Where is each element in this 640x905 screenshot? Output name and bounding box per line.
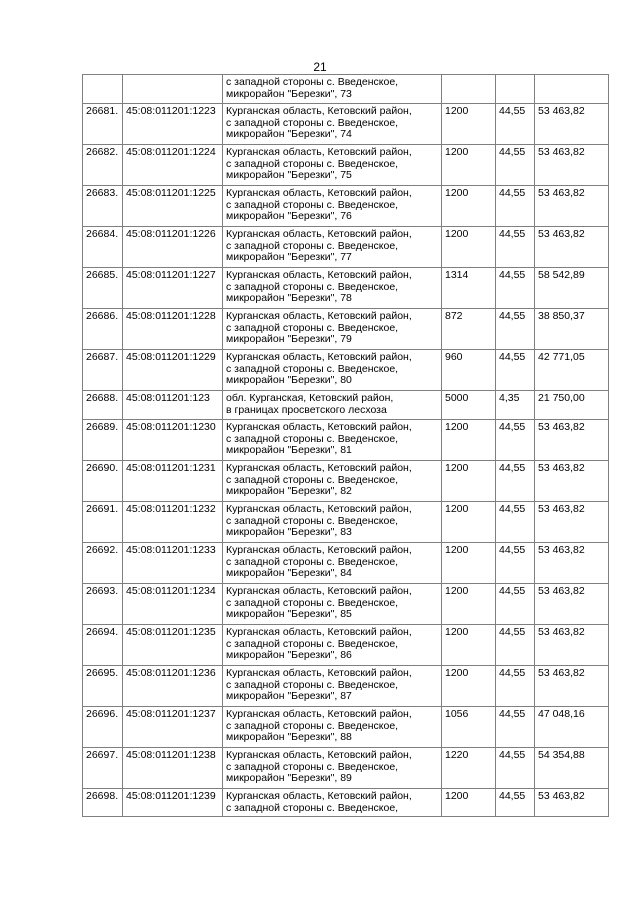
cadastral-number: 45:08:011201:1235 bbox=[123, 625, 223, 666]
cadastral-number: 45:08:011201:1223 bbox=[123, 104, 223, 145]
cadastral-number: 45:08:011201:1232 bbox=[123, 502, 223, 543]
price-rate bbox=[496, 75, 535, 104]
plot-address: Курганская область, Кетовский район, с западной стороны с. Введенское, микрорайон "Березки", 77 bbox=[223, 227, 442, 268]
price-rate: 44,55 bbox=[496, 543, 535, 584]
cadastral-value: 42 771,05 bbox=[535, 350, 609, 391]
plot-address: Курганская область, Кетовский район, с западной стороны с. Введенское, микрорайон "Березки", 83 bbox=[223, 502, 442, 543]
row-number: 26694. bbox=[83, 625, 123, 666]
plot-address: Курганская область, Кетовский район, с западной стороны с. Введенское, bbox=[223, 789, 442, 817]
table-row bbox=[83, 543, 609, 584]
cadastral-value bbox=[535, 75, 609, 104]
cadastral-number: 45:08:011201:1227 bbox=[123, 268, 223, 309]
plot-address: Курганская область, Кетовский район, с западной стороны с. Введенское, микрорайон "Березки", 82 bbox=[223, 461, 442, 502]
cadastral-value: 47 048,16 bbox=[535, 707, 609, 748]
plot-area: 1200 bbox=[442, 543, 496, 584]
price-rate: 44,55 bbox=[496, 707, 535, 748]
price-rate: 44,55 bbox=[496, 186, 535, 227]
row-number: 26686. bbox=[83, 309, 123, 350]
plot-area: 1200 bbox=[442, 186, 496, 227]
cadastral-value: 53 463,82 bbox=[535, 625, 609, 666]
table-row bbox=[83, 350, 609, 391]
table-row bbox=[83, 789, 609, 817]
cadastral-number: 45:08:011201:123 bbox=[123, 391, 223, 420]
row-number: 26697. bbox=[83, 748, 123, 789]
plot-area bbox=[442, 75, 496, 104]
cadastral-number: 45:08:011201:1225 bbox=[123, 186, 223, 227]
cadastral-value: 53 463,82 bbox=[535, 145, 609, 186]
plot-address: Курганская область, Кетовский район, с западной стороны с. Введенское, микрорайон "Березки", 80 bbox=[223, 350, 442, 391]
row-number: 26693. bbox=[83, 584, 123, 625]
plot-area: 1200 bbox=[442, 789, 496, 817]
cadastral-value: 53 463,82 bbox=[535, 502, 609, 543]
price-rate: 44,55 bbox=[496, 666, 535, 707]
cadastral-value: 53 463,82 bbox=[535, 227, 609, 268]
plot-address: Курганская область, Кетовский район, с западной стороны с. Введенское, микрорайон "Березки", 85 bbox=[223, 584, 442, 625]
page-number: 21 bbox=[313, 60, 327, 74]
plot-area: 1314 bbox=[442, 268, 496, 309]
cadastral-number: 45:08:011201:1237 bbox=[123, 707, 223, 748]
plot-address: Курганская область, Кетовский район, с западной стороны с. Введенское, микрорайон "Березки", 78 bbox=[223, 268, 442, 309]
cadastral-number bbox=[123, 75, 223, 104]
land-plot-registry-table bbox=[82, 74, 609, 817]
plot-area: 1200 bbox=[442, 666, 496, 707]
plot-area: 1200 bbox=[442, 502, 496, 543]
table-row bbox=[83, 309, 609, 350]
plot-area: 1056 bbox=[442, 707, 496, 748]
plot-area: 5000 bbox=[442, 391, 496, 420]
cadastral-number: 45:08:011201:1230 bbox=[123, 420, 223, 461]
cadastral-value: 53 463,82 bbox=[535, 104, 609, 145]
plot-address: Курганская область, Кетовский район, с западной стороны с. Введенское, микрорайон "Березки", 75 bbox=[223, 145, 442, 186]
table-row bbox=[83, 666, 609, 707]
plot-address: Курганская область, Кетовский район, с западной стороны с. Введенское, микрорайон "Березки", 74 bbox=[223, 104, 442, 145]
cadastral-number: 45:08:011201:1228 bbox=[123, 309, 223, 350]
table-row bbox=[83, 186, 609, 227]
cadastral-value: 38 850,37 bbox=[535, 309, 609, 350]
plot-area: 1200 bbox=[442, 227, 496, 268]
cadastral-number: 45:08:011201:1231 bbox=[123, 461, 223, 502]
plot-area: 1200 bbox=[442, 461, 496, 502]
plot-area: 1220 bbox=[442, 748, 496, 789]
plot-area: 1200 bbox=[442, 420, 496, 461]
price-rate: 44,55 bbox=[496, 227, 535, 268]
plot-area: 1200 bbox=[442, 584, 496, 625]
row-number bbox=[83, 75, 123, 104]
price-rate: 44,55 bbox=[496, 584, 535, 625]
row-number: 26681. bbox=[83, 104, 123, 145]
row-number: 26685. bbox=[83, 268, 123, 309]
row-number: 26695. bbox=[83, 666, 123, 707]
cadastral-number: 45:08:011201:1236 bbox=[123, 666, 223, 707]
plot-address: Курганская область, Кетовский район, с западной стороны с. Введенское, микрорайон "Березки", 88 bbox=[223, 707, 442, 748]
price-rate: 44,55 bbox=[496, 145, 535, 186]
cadastral-number: 45:08:011201:1238 bbox=[123, 748, 223, 789]
cadastral-number: 45:08:011201:1233 bbox=[123, 543, 223, 584]
row-number: 26684. bbox=[83, 227, 123, 268]
table-row bbox=[83, 268, 609, 309]
plot-address: Курганская область, Кетовский район, с западной стороны с. Введенское, микрорайон "Березки", 81 bbox=[223, 420, 442, 461]
row-number: 26688. bbox=[83, 391, 123, 420]
cadastral-value: 53 463,82 bbox=[535, 789, 609, 817]
row-number: 26689. bbox=[83, 420, 123, 461]
cadastral-value: 53 463,82 bbox=[535, 666, 609, 707]
price-rate: 44,55 bbox=[496, 789, 535, 817]
cadastral-value: 21 750,00 bbox=[535, 391, 609, 420]
row-number: 26682. bbox=[83, 145, 123, 186]
price-rate: 44,55 bbox=[496, 625, 535, 666]
table-row bbox=[83, 420, 609, 461]
plot-area: 960 bbox=[442, 350, 496, 391]
cadastral-number: 45:08:011201:1234 bbox=[123, 584, 223, 625]
row-number: 26687. bbox=[83, 350, 123, 391]
price-rate: 44,55 bbox=[496, 502, 535, 543]
plot-address: Курганская область, Кетовский район, с западной стороны с. Введенское, микрорайон "Березки", 87 bbox=[223, 666, 442, 707]
cadastral-number: 45:08:011201:1226 bbox=[123, 227, 223, 268]
plot-area: 1200 bbox=[442, 104, 496, 145]
price-rate: 44,55 bbox=[496, 350, 535, 391]
cadastral-value: 58 542,89 bbox=[535, 268, 609, 309]
plot-address: Курганская область, Кетовский район, с западной стороны с. Введенское, микрорайон "Березки", 84 bbox=[223, 543, 442, 584]
plot-area: 1200 bbox=[442, 625, 496, 666]
table-row bbox=[83, 748, 609, 789]
plot-address: с западной стороны с. Введенское, микрорайон "Березки", 73 bbox=[223, 75, 442, 104]
row-number: 26692. bbox=[83, 543, 123, 584]
row-number: 26696. bbox=[83, 707, 123, 748]
table-row bbox=[83, 145, 609, 186]
table-row bbox=[83, 104, 609, 145]
table-row bbox=[83, 75, 609, 104]
cadastral-number: 45:08:011201:1229 bbox=[123, 350, 223, 391]
price-rate: 44,55 bbox=[496, 104, 535, 145]
row-number: 26691. bbox=[83, 502, 123, 543]
plot-address: Курганская область, Кетовский район, с западной стороны с. Введенское, микрорайон "Березки", 76 bbox=[223, 186, 442, 227]
plot-address: обл. Курганская, Кетовский район, в границах просветского лесхоза bbox=[223, 391, 442, 420]
table-row bbox=[83, 227, 609, 268]
table-row bbox=[83, 584, 609, 625]
cadastral-value: 53 463,82 bbox=[535, 543, 609, 584]
plot-address: Курганская область, Кетовский район, с западной стороны с. Введенское, микрорайон "Березки", 89 bbox=[223, 748, 442, 789]
row-number: 26698. bbox=[83, 789, 123, 817]
price-rate: 44,55 bbox=[496, 461, 535, 502]
table-row bbox=[83, 502, 609, 543]
cadastral-value: 53 463,82 bbox=[535, 461, 609, 502]
price-rate: 44,55 bbox=[496, 309, 535, 350]
table-row bbox=[83, 707, 609, 748]
price-rate: 44,55 bbox=[496, 268, 535, 309]
table-row bbox=[83, 391, 609, 420]
cadastral-number: 45:08:011201:1239 bbox=[123, 789, 223, 817]
plot-area: 1200 bbox=[442, 145, 496, 186]
plot-address: Курганская область, Кетовский район, с западной стороны с. Введенское, микрорайон "Березки", 86 bbox=[223, 625, 442, 666]
table-row bbox=[83, 461, 609, 502]
plot-address: Курганская область, Кетовский район, с западной стороны с. Введенское, микрорайон "Березки", 79 bbox=[223, 309, 442, 350]
row-number: 26690. bbox=[83, 461, 123, 502]
price-rate: 44,55 bbox=[496, 748, 535, 789]
plot-area: 872 bbox=[442, 309, 496, 350]
price-rate: 4,35 bbox=[496, 391, 535, 420]
row-number: 26683. bbox=[83, 186, 123, 227]
cadastral-value: 53 463,82 bbox=[535, 186, 609, 227]
cadastral-value: 53 463,82 bbox=[535, 584, 609, 625]
table-row bbox=[83, 625, 609, 666]
cadastral-value: 53 463,82 bbox=[535, 420, 609, 461]
price-rate: 44,55 bbox=[496, 420, 535, 461]
cadastral-number: 45:08:011201:1224 bbox=[123, 145, 223, 186]
cadastral-value: 54 354,88 bbox=[535, 748, 609, 789]
